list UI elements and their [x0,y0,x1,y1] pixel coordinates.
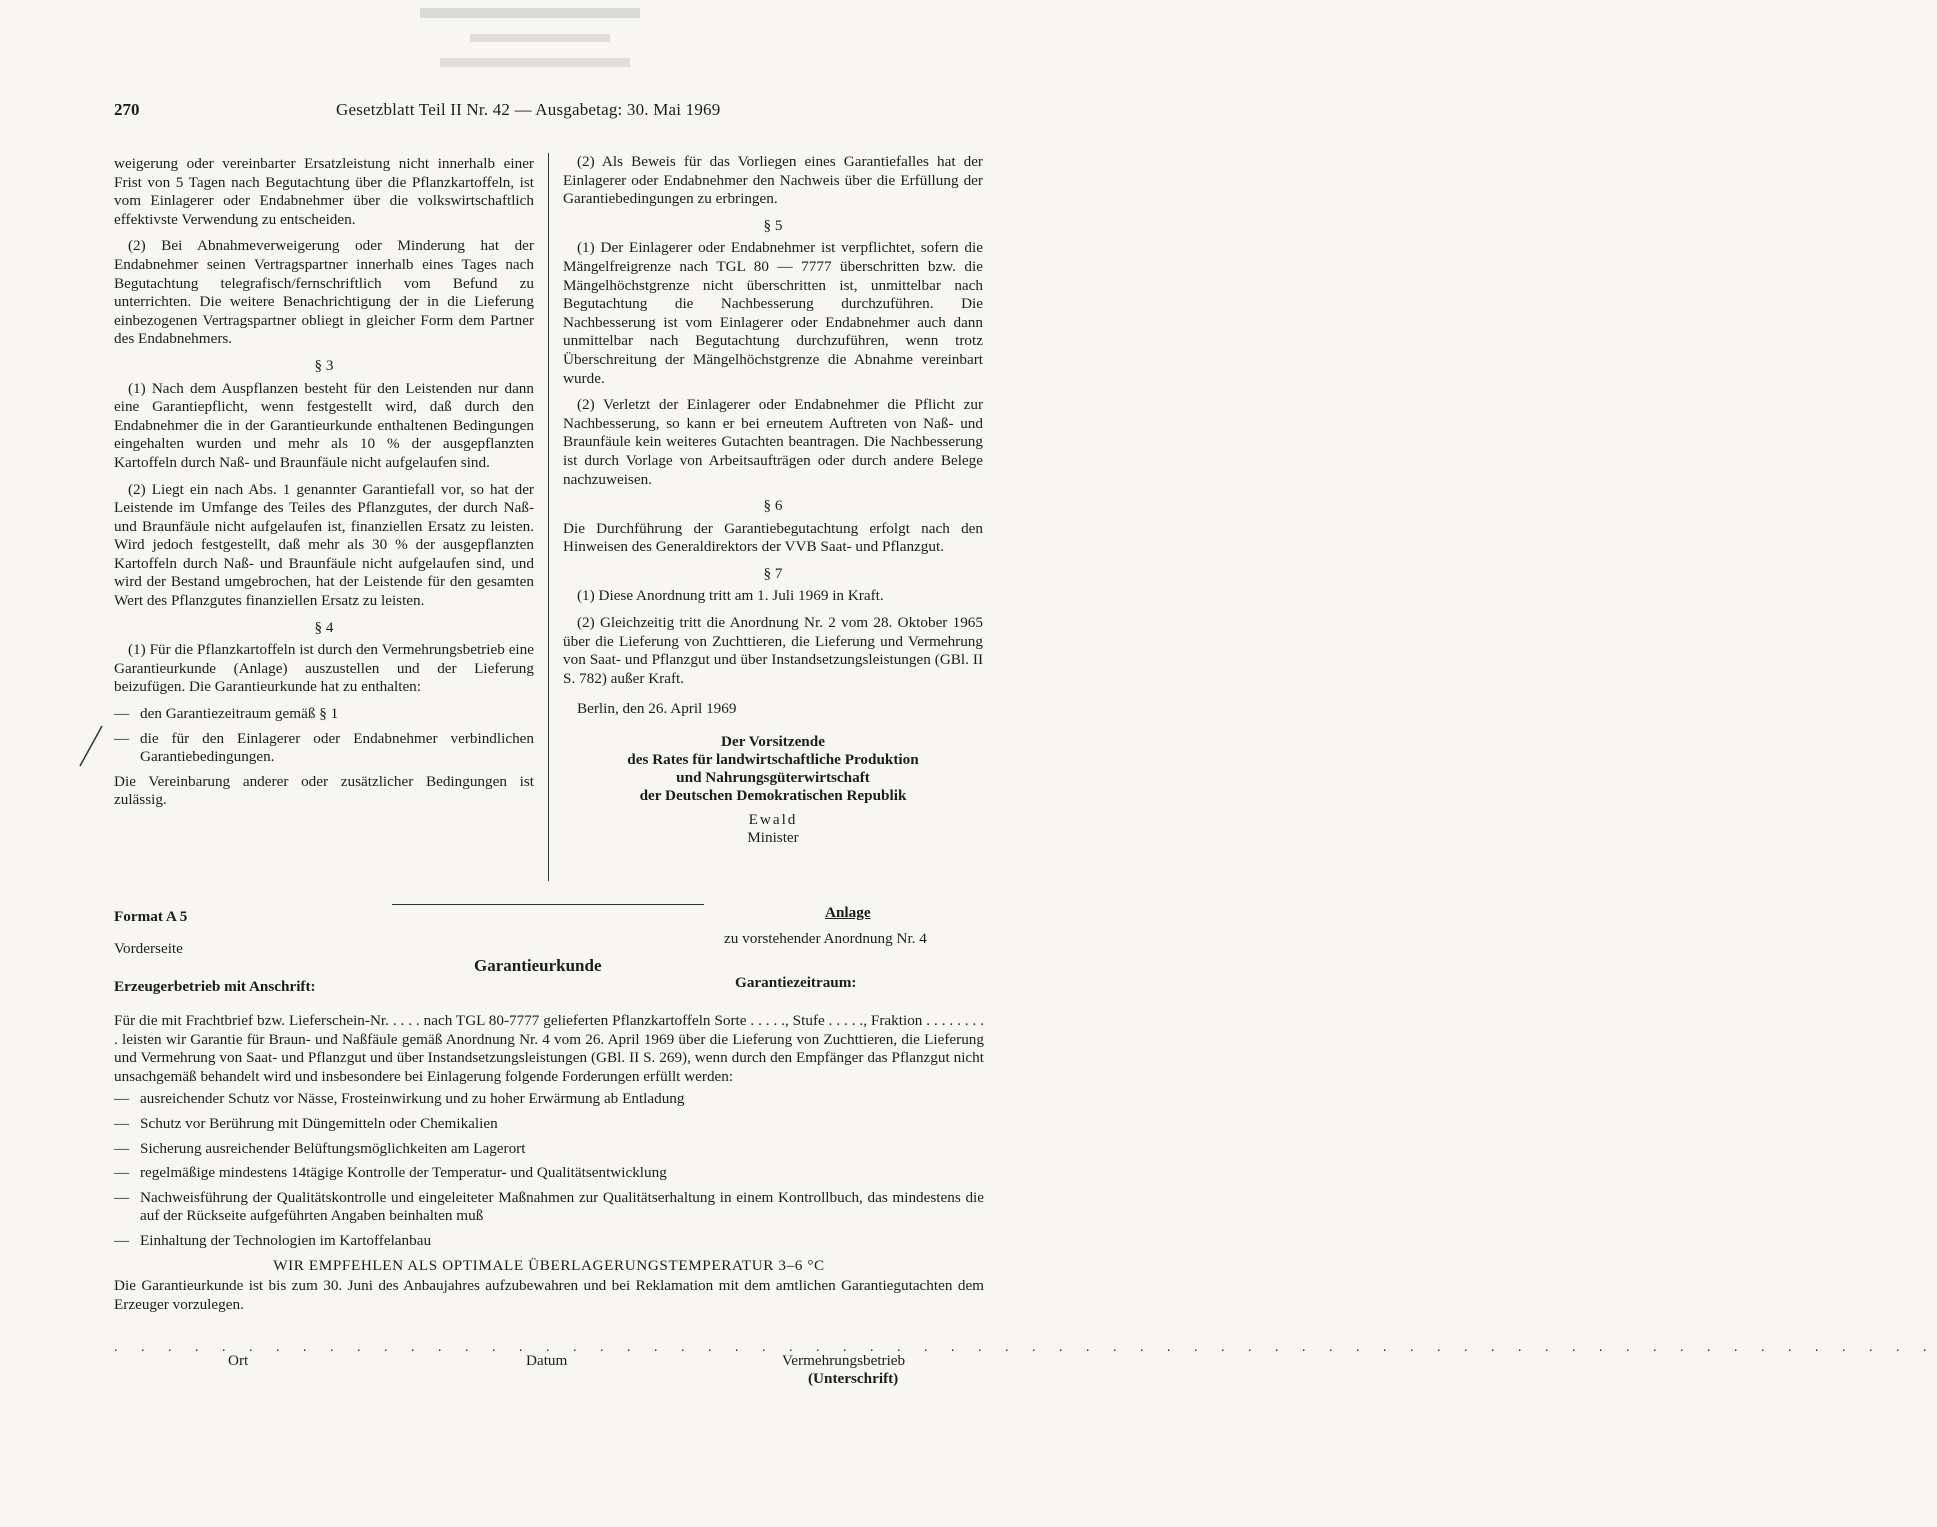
anlage-reference: zu vorstehender Anordnung Nr. 4 [724,930,927,947]
document-heading: Garantieurkunde [474,956,602,975]
side-label: Vorderseite [114,940,183,957]
guarantee-body [114,1012,984,1318]
paragraph: (1) Der Einlagerer oder Endabnehmer ist verpflichtet, sofern die Mängelfreigrenze nach TGL 80 — 7777 überschritten bzw. die Mängelhöchstgrenze nicht überschritten ist, unmittelbar nach Begutachtung die Nachbesserung durchzuführen. Die Nachbesserung ist vom Einlagerer oder Endabnehmer auch dann unmittelbar nach Begutachtung durchzuführen, wenn trotz Überschreitung der Mängelhöchstgrenze die Abnahme vereinbart wurde. [563,239,983,387]
temperature-recommendation: WIR EMPFEHLEN ALS OPTIMALE ÜBERLAGERUNGSTEMPERATUR 3–6 °C [273,1256,825,1274]
dash-marker: — [114,1164,130,1182]
list-item [114,1115,984,1134]
list-item-text: Einhaltung der Technologien im Kartoffelanbau [140,1231,432,1249]
paragraph: (1) Diese Anordnung tritt am 1. Juli 1969 in Kraft. [577,587,884,605]
list-item-text: den Garantiezeitraum gemäß § 1 [140,705,339,723]
list-item [114,730,534,767]
signatory-name: Ewald [748,811,798,829]
left-column [114,155,534,818]
gazette-title: Gesetzblatt Teil II Nr. 42 — Ausgabetag: 30. Mai 1969 [336,100,721,119]
dash-marker: — [114,705,130,723]
list-item [114,705,534,724]
page-number: 270 [114,100,140,119]
list-item-text: Sicherung ausreichender Belüftungsmöglichkeiten am Lagerort [140,1139,526,1157]
section-heading-3: § 3 [314,356,334,374]
list-item-text: ausreichender Schutz vor Nässe, Frosteinwirkung und zu hoher Erwärmung ab Entladung [140,1090,685,1108]
list-item-text: Schutz vor Berührung mit Düngemitteln oder Chemikalien [140,1114,498,1132]
footer-place: Ort [228,1352,249,1369]
signature-dotted-line: . . . . . . . . . . . . . . . . . . . . . . . . . . . . . . . . . . . . . . . . . . . . . . . . . . . . . . . . . . . . . . . . . . . . [114,1340,1937,1355]
faded-stamp-mark [410,0,660,80]
list-item [114,1189,984,1226]
list-item [114,1090,984,1109]
list-item [114,1140,984,1159]
dash-marker: — [114,1139,130,1157]
signature-line: Der Vorsitzende [721,733,825,751]
list-item [114,1232,984,1251]
dash-marker: — [114,1114,130,1132]
column-divider [548,153,549,881]
paragraph: Die Vereinbarung anderer oder zusätzlicher Bedingungen ist zulässig. [114,772,534,809]
dash-marker: — [114,1231,130,1249]
signature-line: und Nahrungsgüterwirtschaft [676,769,870,787]
right-column [563,153,983,847]
place-date: Berlin, den 26. April 1969 [577,700,737,718]
dash-marker: — [114,1090,130,1108]
paragraph: Die Garantieurkunde ist bis zum 30. Juni des Anbaujahres aufzubewahren und bei Reklamation mit dem amtlichen Garantiegutachten dem Erzeuger vorzulegen. [114,1277,984,1313]
paragraph: (1) Nach dem Auspflanzen besteht für den Leistenden nur dann eine Garantiepflicht, wenn festgestellt wird, daß durch den Endabnehmer die in der Garantieurkunde enthaltenen Bedingungen eingehalten wurden und mehr als 10 % der ausgepflanzten Kartoffeln durch Naß- und Braunfäule nicht aufgelaufen sind. [114,379,534,471]
section-heading-6: § 6 [763,497,783,515]
period-label: Garantiezeitraum: [735,974,857,991]
paragraph: weigerung oder vereinbarter Ersatzleistung nicht innerhalb einer Frist von 5 Tagen nach Begutachtung über die Pflanzkartoffeln, ist vom Einlagerer oder Endabnehmer über die volkswirtschaftlich effektivste Verwendung zu entscheiden. [114,155,534,228]
paragraph: Für die mit Frachtbrief bzw. Lieferschein-Nr. . . . . nach TGL 80-7777 gelieferten Pflanzkartoffeln Sorte . . . . ., Stufe . . . . ., Fraktion . . . . . . . . . leisten wir Garantie für Braun- und Naßfäule gemäß Anordnung Nr. 4 vom 26. April 1969 über die Lieferung von Zuchttieren, die Lieferung und Vermehrung von Saat- und Pflanzgut und über Instandsetzungsleistungen (GBl. II S. 269), wenn durch den Empfänger das Pflanzgut nicht unsachgemäß behandelt wird und insbesondere bei Einlagerung folgende Forderungen erfüllt werden: [114,1012,984,1085]
producer-label: Erzeugerbetrieb mit Anschrift: [114,978,316,995]
separator-rule [392,904,704,905]
paragraph: (2) Als Beweis für das Vorliegen eines Garantiefalles hat der Einlagerer oder Endabnehmer den Nachweis über die Erfüllung der Garantiebedingungen zu erbringen. [563,153,983,208]
footer-company: Vermehrungsbetrieb [782,1352,906,1369]
section-heading-5: § 5 [763,216,783,234]
paragraph: Die Durchführung der Garantiebegutachtung erfolgt nach den Hinweisen des Generaldirektors der VVB Saat- und Pflanzgut. [563,519,983,556]
paragraph: (2) Bei Abnahmeverweigerung oder Minderung hat der Endabnehmer seinen Vertragspartner innerhalb eines Tages nach Begutachtung telegrafisch/fernschriftlich vom Befund zu unterrichten. Die weitere Benachrichtigung der in die Lieferung einbezogenen Vertragspartner obliegt in gleicher Form dem Partner des Endabnehmers. [114,237,534,348]
list-item [114,1164,984,1183]
page-header [114,100,984,126]
paragraph: (2) Liegt ein nach Abs. 1 genannter Garantiefall vor, so hat der Leistende im Umfange des Teiles des Pflanzgutes, der durch Naß- und Braunfäule nicht aufgelaufen ist, finanziellen Ersatz zu leisten. Wird jedoch festgestellt, daß mehr als 30 % der ausgepflanzten Kartoffeln durch Naß- und Braunfäule nicht aufgelaufen sind, und wird der Bestand umgebrochen, hat der Leistende für den gesamten Wert des Pflanzgutes finanziellen Ersatz zu leisten. [114,480,534,610]
section-heading-7: § 7 [763,564,783,582]
signatory-title: Minister [747,829,799,847]
footer-signature: (Unterschrift) [808,1370,899,1387]
list-item-text: die für den Einlagerer oder Endabnehmer verbindlichen Garantiebedingungen. [140,729,534,766]
anlage-label: Anlage [825,904,871,921]
paragraph: (2) Verletzt der Einlagerer oder Endabnehmer die Pflicht zur Nachbesserung, so kann er bei erneutem Auftreten von Naß- und Braunfäule kein weiteres Gutachten beantragen. Die Nachbesserung ist durch Vorlage von Arbeitsaufträgen oder durch andere Belege nachzuweisen. [563,396,983,488]
list-item-text: regelmäßige mindestens 14tägige Kontrolle der Temperatur- und Qualitätsentwicklung [140,1164,667,1182]
list-item-text: Nachweisführung der Qualitätskontrolle und eingeleiteter Maßnahmen zur Qualitätserhaltung in einem Kontrollbuch, das mindestens die auf der Rückseite aufgeführten Angaben beinhalten muß [140,1188,984,1225]
section-heading-4: § 4 [314,618,334,636]
pencil-mark [78,724,104,768]
dash-marker: — [114,729,130,747]
format-label: Format A 5 [114,908,188,925]
paragraph: (2) Gleichzeitig tritt die Anordnung Nr. 2 vom 28. Oktober 1965 über die Lieferung von Zuchttieren, die Lieferung und Vermehrung von Saat- und Pflanzgut und über Instandsetzungsleistungen (GBl. II S. 782) außer Kraft. [563,614,983,687]
dash-marker: — [114,1188,130,1206]
signature-line: der Deutschen Demokratischen Republik [639,787,907,805]
paragraph: (1) Für die Pflanzkartoffeln ist durch den Vermehrungsbetrieb eine Garantieurkunde (Anlage) auszustellen und der Lieferung beizufügen. Die Garantieurkunde hat zu enthalten: [114,641,534,696]
footer-date: Datum [526,1352,568,1369]
signature-line: des Rates für landwirtschaftliche Produktion [627,751,919,769]
